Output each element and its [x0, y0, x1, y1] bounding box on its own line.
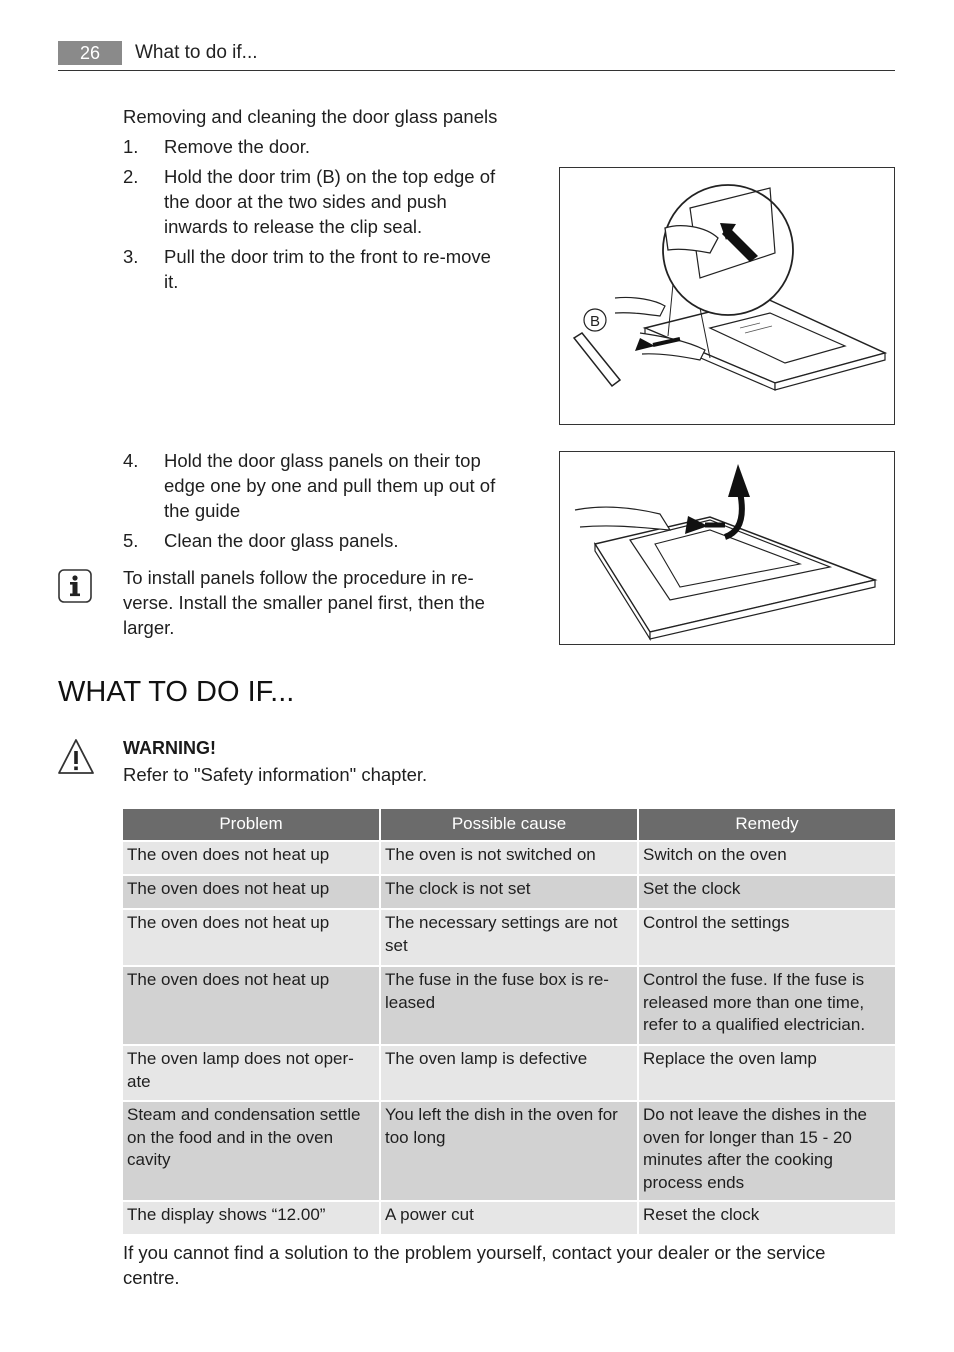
step-text: Pull the door trim to the front to re-move it. — [164, 246, 491, 292]
remedy-cell: Control the fuse. If the fuse is released more than one time, refer to a qualified electrician. — [639, 967, 895, 1044]
problem-cell: The display shows “12.00” — [123, 1202, 379, 1234]
step-number: 5. — [123, 530, 139, 551]
problem-cell: The oven does not heat up — [123, 842, 379, 874]
remedy-cell: Reset the clock — [639, 1202, 895, 1234]
table-header-row — [123, 809, 895, 840]
problem-cell: The oven does not heat up — [123, 967, 379, 1044]
remedy-cell: Replace the oven lamp — [639, 1046, 895, 1100]
warning-title: WARNING! — [123, 738, 216, 758]
cause-cell: The fuse in the fuse box is re-leased — [381, 967, 637, 1044]
step-number: 2. — [123, 166, 139, 187]
running-header: What to do if... — [135, 42, 258, 63]
step-text: Hold the door trim (B) on the top edge of the door at the two sides and push inwards to release the clip seal. — [164, 166, 496, 237]
section-subtitle: Removing and cleaning the door glass panels — [123, 106, 498, 127]
cause-cell: The oven is not switched on — [381, 842, 637, 874]
step-number: 4. — [123, 450, 139, 471]
table-row — [123, 1202, 895, 1234]
page-title: WHAT TO DO IF... — [58, 676, 295, 708]
warning-triangle-icon — [57, 738, 95, 776]
glass-panel-drawing — [560, 452, 894, 644]
step-text: Hold the door glass panels on their top edge one by one and pull them up out of the guide — [164, 450, 496, 521]
cause-cell: The necessary settings are not set — [381, 910, 637, 965]
table-row — [123, 1046, 895, 1100]
info-icon — [58, 569, 92, 603]
column-header-remedy: Remedy — [639, 809, 895, 840]
remedy-cell: Switch on the oven — [639, 842, 895, 874]
column-header-problem: Problem — [123, 809, 379, 840]
install-note: To install panels follow the procedure in re-verse. Install the smaller panel first, then the larger. — [123, 567, 485, 638]
remedy-cell: Set the clock — [639, 876, 895, 908]
remedy-cell: Do not leave the dishes in the oven for longer than 15 - 20 minutes after the cooking process ends — [639, 1102, 895, 1200]
cause-cell: A power cut — [381, 1202, 637, 1234]
table-row — [123, 910, 895, 965]
cause-cell: You left the dish in the oven for too long — [381, 1102, 637, 1200]
step-text: Clean the door glass panels. — [164, 530, 399, 551]
service-note: If you cannot find a solution to the problem yourself, contact your dealer or the service centre. — [123, 1242, 826, 1288]
warning-text: Refer to "Safety information" chapter. — [123, 764, 428, 785]
page-number: 26 — [58, 41, 122, 65]
header-divider — [58, 70, 895, 71]
problem-cell: The oven lamp does not oper-ate — [123, 1046, 379, 1100]
troubleshooting-table — [121, 807, 897, 1236]
remedy-cell: Control the settings — [639, 910, 895, 965]
step-number: 3. — [123, 246, 139, 267]
door-trim-drawing — [560, 168, 894, 424]
table-row — [123, 842, 895, 874]
problem-cell: The oven does not heat up — [123, 910, 379, 965]
table-row — [123, 1102, 895, 1200]
step-number: 1. — [123, 136, 139, 157]
problem-cell: Steam and condensation settle on the food and in the oven cavity — [123, 1102, 379, 1200]
table-row — [123, 967, 895, 1044]
table-row — [123, 876, 895, 908]
cause-cell: The oven lamp is defective — [381, 1046, 637, 1100]
step-text: Remove the door. — [164, 136, 311, 157]
cause-cell: The clock is not set — [381, 876, 637, 908]
door-trim-illustration — [559, 167, 895, 425]
label-b: B — [589, 313, 601, 330]
problem-cell: The oven does not heat up — [123, 876, 379, 908]
column-header-cause: Possible cause — [381, 809, 637, 840]
glass-panel-illustration — [559, 451, 895, 645]
